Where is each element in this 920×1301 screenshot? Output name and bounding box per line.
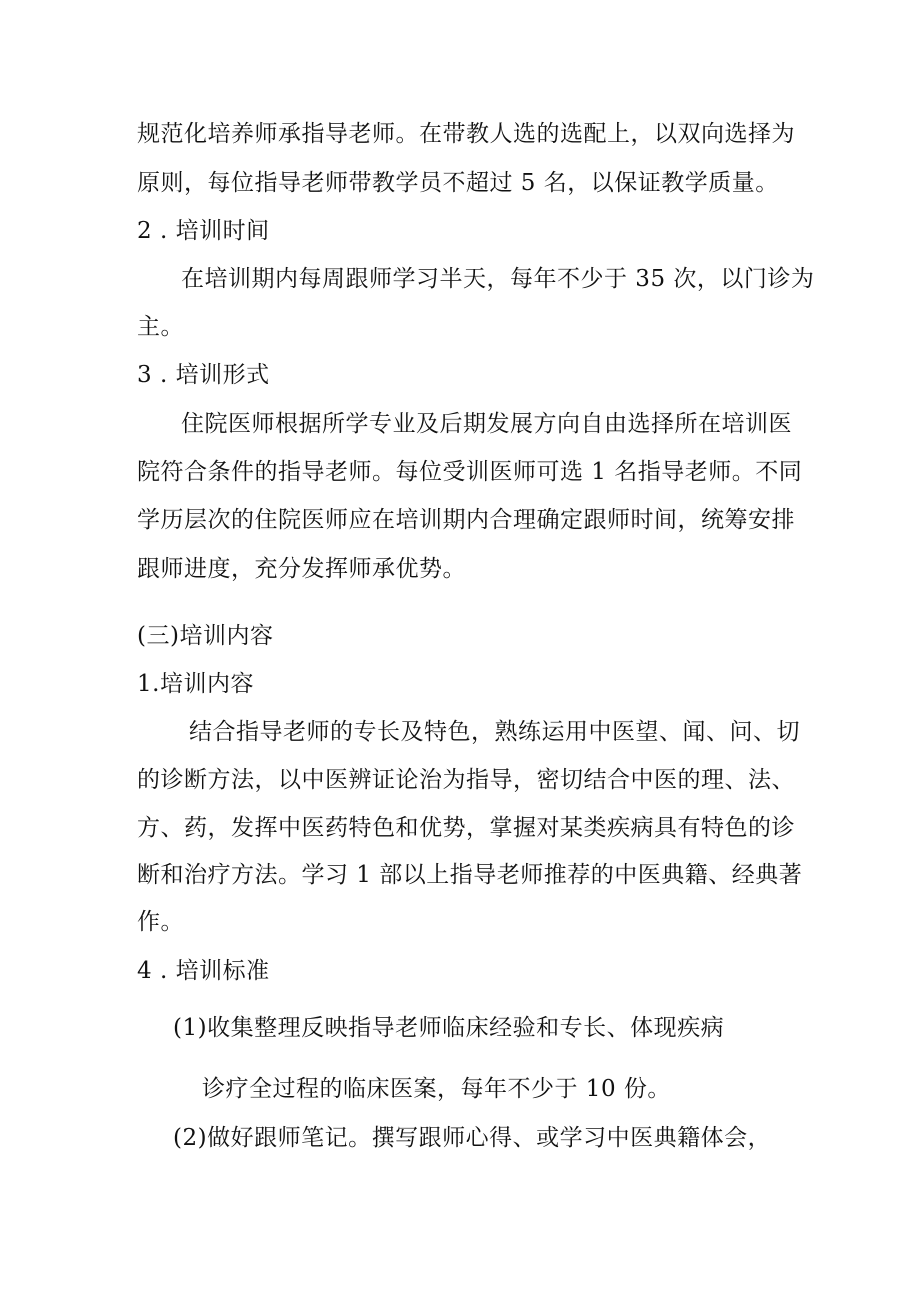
section-heading: 1.培训内容 <box>137 671 254 697</box>
section-heading: 2 . 培训时间 <box>137 218 270 244</box>
paragraph-line: 方、药，发挥中医药特色和优势，掌握对某类疾病具有特色的诊 <box>137 815 795 841</box>
paragraph-line: 的诊断方法，以中医辨证论治为指导，密切结合中医的理、法、 <box>137 767 795 793</box>
paragraph-line: 跟师进度，充分发挥师承优势。 <box>137 556 466 582</box>
section-heading: 3 . 培训形式 <box>137 362 270 388</box>
list-item: (1)收集整理反映指导老师临床经验和专长、体现疾病 <box>173 1015 725 1041</box>
paragraph-line: 规范化培养师承指导老师。在带教人选的选配上，以双向选择为 <box>137 121 795 147</box>
section-heading: 4 . 培训标准 <box>137 958 270 984</box>
paragraph-line: 在培训期内每周跟师学习半天，每年不少于 35 次，以门诊为 <box>181 266 815 292</box>
paragraph-line: 作。 <box>137 909 184 935</box>
paragraph-line: 原则，每位指导老师带教学员不超过 5 名，以保证教学质量。 <box>137 170 779 196</box>
paragraph-line: 学历层次的住院医师应在培训期内合理确定跟师时间，统筹安排 <box>137 507 795 533</box>
paragraph-line: 主。 <box>137 314 184 340</box>
paragraph-line: 结合指导老师的专长及特色，熟练运用中医望、闻、问、切 <box>189 719 800 745</box>
paragraph-line: 诊疗全过程的临床医案，每年不少于 10 份。 <box>202 1076 671 1102</box>
paragraph-line: 住院医师根据所学专业及后期发展方向自由选择所在培训医 <box>181 411 792 437</box>
section-heading: (三)培训内容 <box>137 623 274 649</box>
paragraph-line: 院符合条件的指导老师。每位受训医师可选 1 名指导老师。不同 <box>137 459 803 485</box>
paragraph-line: 断和治疗方法。学习 1 部以上指导老师推荐的中医典籍、经典著 <box>137 862 803 888</box>
list-item: (2)做好跟师笔记。撰写跟师心得、或学习中医典籍体会， <box>173 1125 772 1151</box>
